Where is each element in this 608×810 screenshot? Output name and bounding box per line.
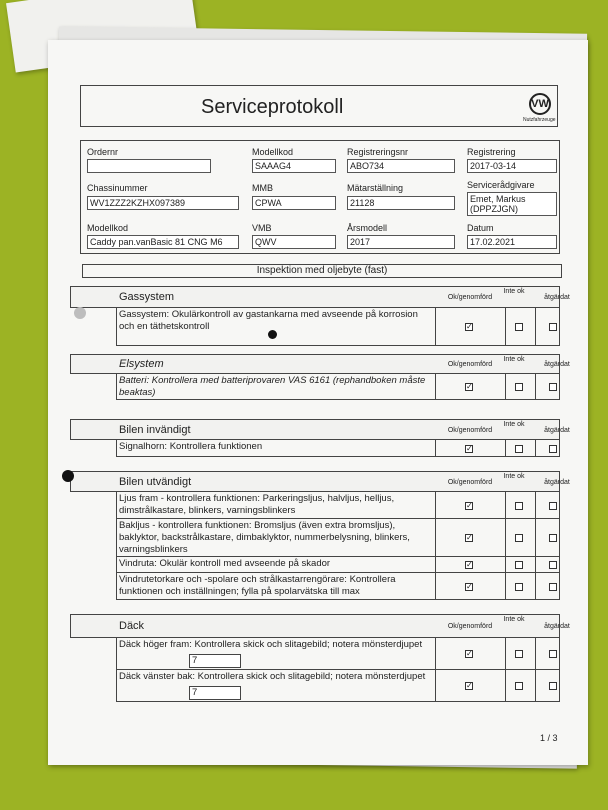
checklist-item-text: Ljus fram - kontrollera funktionen: Parkeringsljus, halvljus, helljus, dimstrålkastare, blinkers, varningsblinkers bbox=[119, 493, 395, 516]
checkbox-action[interactable] bbox=[549, 583, 557, 591]
field-value-chassinummer: WV1ZZZ2KZHX097389 bbox=[87, 196, 239, 210]
column-divider bbox=[505, 638, 506, 670]
section-title: Däck bbox=[119, 620, 145, 632]
checkbox-not-ok[interactable] bbox=[515, 383, 523, 391]
checkbox-not-ok[interactable] bbox=[515, 583, 523, 591]
section-title: Elsystem bbox=[119, 358, 164, 370]
column-divider bbox=[505, 573, 506, 600]
column-divider bbox=[505, 492, 506, 519]
field-value-ordernr bbox=[87, 159, 211, 173]
checkbox-done[interactable]: ✓ bbox=[466, 444, 473, 453]
page-number: 1 / 3 bbox=[540, 733, 558, 743]
field-label-arsmodell: Årsmodell bbox=[347, 223, 388, 233]
field-label-chassinummer: Chassinummer bbox=[87, 183, 148, 193]
field-value-modellkod: SAAAG4 bbox=[252, 159, 336, 173]
column-divider bbox=[535, 308, 536, 346]
tread-depth-value: 7 bbox=[189, 686, 241, 700]
field-value-registrering: 2017-03-14 bbox=[467, 159, 557, 173]
section-header bbox=[70, 471, 570, 492]
column-header-done: Ok/genomförd bbox=[447, 623, 493, 630]
column-divider bbox=[435, 573, 436, 600]
checkbox-not-ok[interactable] bbox=[515, 502, 523, 510]
section-title: Gassystem bbox=[119, 291, 175, 303]
checkbox-done[interactable]: ✓ bbox=[466, 322, 473, 331]
checklist-row bbox=[116, 307, 560, 346]
checklist-row bbox=[116, 637, 560, 670]
column-divider bbox=[435, 440, 436, 457]
checkbox-not-ok[interactable] bbox=[515, 323, 523, 331]
section-title: Bilen invändigt bbox=[119, 424, 191, 436]
inspection-banner: Inspektion med oljebyte (fast) bbox=[82, 264, 562, 278]
checklist-row bbox=[116, 572, 560, 600]
column-divider bbox=[435, 308, 436, 346]
vw-logo-icon: VW bbox=[529, 93, 551, 115]
column-divider bbox=[435, 638, 436, 670]
column-header-done: Ok/genomförd bbox=[447, 479, 493, 486]
checklist-row bbox=[116, 669, 560, 702]
checkbox-action[interactable] bbox=[549, 323, 557, 331]
checklist-item-text: Batteri: Kontrollera med batteriprovaren VAS 6161 (rephandboken måste beaktas) bbox=[119, 375, 426, 398]
checkbox-not-ok[interactable] bbox=[515, 682, 523, 690]
column-header-done: Ok/genomförd bbox=[447, 361, 493, 368]
checkbox-action[interactable] bbox=[549, 650, 557, 658]
section-title: Bilen utvändigt bbox=[119, 476, 192, 488]
page-title: Serviceprotokoll bbox=[201, 96, 344, 118]
column-header-action: åtgärdat bbox=[544, 479, 570, 486]
checkbox-not-ok[interactable] bbox=[515, 445, 523, 453]
header-box bbox=[80, 85, 558, 127]
checkbox-action[interactable] bbox=[549, 534, 557, 542]
checklist-row bbox=[116, 556, 560, 573]
column-header-not-ok: Inte ok bbox=[503, 616, 525, 623]
column-divider bbox=[435, 374, 436, 400]
column-header-done: Ok/genomförd bbox=[447, 294, 493, 301]
column-divider bbox=[435, 519, 436, 557]
field-label-matarstallning: Mätarställning bbox=[347, 183, 404, 193]
column-divider bbox=[535, 557, 536, 573]
column-header-not-ok: Inte ok bbox=[503, 421, 525, 428]
field-value-servicer-advisor: Emet, Markus (DPPZJGN) bbox=[467, 192, 557, 216]
vehicle-info-box bbox=[80, 140, 560, 254]
field-value-registreringsnr: ABO734 bbox=[347, 159, 455, 173]
column-divider bbox=[505, 374, 506, 400]
field-value-datum: 17.02.2021 bbox=[467, 235, 557, 249]
checkbox-done[interactable]: ✓ bbox=[466, 533, 473, 542]
checklist-row bbox=[116, 518, 560, 557]
column-divider bbox=[435, 670, 436, 702]
checkbox-action[interactable] bbox=[549, 502, 557, 510]
punch-hole bbox=[74, 307, 86, 319]
checkbox-not-ok[interactable] bbox=[515, 650, 523, 658]
checklist-row bbox=[116, 373, 560, 400]
column-divider bbox=[505, 440, 506, 457]
field-label-modellkod-2: Modellkod bbox=[87, 223, 129, 233]
column-divider bbox=[435, 492, 436, 519]
punch-hole bbox=[62, 470, 74, 482]
column-header-not-ok: Inte ok bbox=[503, 288, 525, 295]
column-divider bbox=[535, 519, 536, 557]
column-divider bbox=[535, 374, 536, 400]
checklist-row bbox=[116, 439, 560, 457]
checklist-row bbox=[116, 491, 560, 519]
checklist-item-text: Vindrutetorkare och -spolare och strålkastarrengörare: Kontrollera funktionen och inställningen; fylla på spolarvätska till max bbox=[119, 574, 396, 597]
checkbox-action[interactable] bbox=[549, 682, 557, 690]
section-header bbox=[70, 419, 570, 440]
field-label-datum: Datum bbox=[467, 223, 494, 233]
section-header bbox=[70, 354, 570, 374]
column-divider bbox=[505, 670, 506, 702]
checkbox-done[interactable]: ✓ bbox=[466, 582, 473, 591]
checkbox-action[interactable] bbox=[549, 561, 557, 569]
checkbox-done[interactable]: ✓ bbox=[466, 382, 473, 391]
checkbox-done[interactable]: ✓ bbox=[466, 560, 473, 569]
column-divider bbox=[535, 492, 536, 519]
checkbox-not-ok[interactable] bbox=[515, 561, 523, 569]
field-label-ordernr: Ordernr bbox=[87, 147, 119, 157]
checklist-item-text: Bakljus - kontrollera funktionen: Bromsljus (även extra bromsljus), baklyktor, backstrålkastare, dimbaklyktor, nummerbelysning, blinkers, varningsblinkers bbox=[119, 520, 410, 555]
checkbox-action[interactable] bbox=[549, 383, 557, 391]
field-value-mmb: CPWA bbox=[252, 196, 336, 210]
checkbox-done[interactable]: ✓ bbox=[466, 681, 473, 690]
checklist-item-text: Gassystem: Okulärkontroll av gastankarna med avseende på korrosion och en täthetskontroll bbox=[119, 309, 418, 332]
punch-hole bbox=[268, 330, 277, 339]
column-header-not-ok: Inte ok bbox=[503, 473, 525, 480]
column-divider bbox=[535, 573, 536, 600]
column-divider bbox=[535, 638, 536, 670]
column-divider bbox=[505, 308, 506, 346]
column-header-action: åtgärdat bbox=[544, 427, 570, 434]
column-divider bbox=[535, 670, 536, 702]
brand-subtitle: Nutzfahrzeuge bbox=[523, 117, 556, 123]
column-divider bbox=[505, 519, 506, 557]
column-header-action: åtgärdat bbox=[544, 294, 570, 301]
column-divider bbox=[435, 557, 436, 573]
field-label-servicer-advisor: Servicerådgivare bbox=[467, 180, 535, 190]
section-header bbox=[70, 286, 570, 308]
field-value-vmb: QWV bbox=[252, 235, 336, 249]
field-label-registrering: Registrering bbox=[467, 147, 516, 157]
checklist-item-text: Däck höger fram: Kontrollera skick och slitagebild; notera mönsterdjupet bbox=[119, 639, 423, 650]
checklist-item-text: Däck vänster bak: Kontrollera skick och slitagebild; notera mönsterdjupet bbox=[119, 671, 426, 682]
column-header-done: Ok/genomförd bbox=[447, 427, 493, 434]
checkbox-done[interactable]: ✓ bbox=[466, 501, 473, 510]
checkbox-done[interactable]: ✓ bbox=[466, 649, 473, 658]
tread-depth-value: 7 bbox=[189, 654, 241, 668]
checkbox-action[interactable] bbox=[549, 445, 557, 453]
column-header-action: åtgärdat bbox=[544, 361, 570, 368]
column-header-action: åtgärdat bbox=[544, 623, 570, 630]
column-header-not-ok: Inte ok bbox=[503, 356, 525, 363]
field-label-vmb: VMB bbox=[252, 223, 272, 233]
field-value-matarstallning: 21128 bbox=[347, 196, 455, 210]
field-value-arsmodell: 2017 bbox=[347, 235, 455, 249]
checkbox-not-ok[interactable] bbox=[515, 534, 523, 542]
field-label-registreringsnr: Registreringsnr bbox=[347, 147, 409, 157]
field-value-model-name: Caddy pan.vanBasic 81 CNG M6 bbox=[87, 235, 239, 249]
service-protocol-sheet bbox=[48, 40, 588, 765]
column-divider bbox=[505, 557, 506, 573]
checklist-item-text: Vindruta: Okulär kontroll med avseende på skador bbox=[119, 558, 331, 569]
checklist-item-text: Signalhorn: Kontrollera funktionen bbox=[119, 441, 263, 452]
column-divider bbox=[535, 440, 536, 457]
field-label-modellkod: Modellkod bbox=[252, 147, 294, 157]
section-header bbox=[70, 614, 570, 638]
field-label-mmb: MMB bbox=[252, 183, 273, 193]
